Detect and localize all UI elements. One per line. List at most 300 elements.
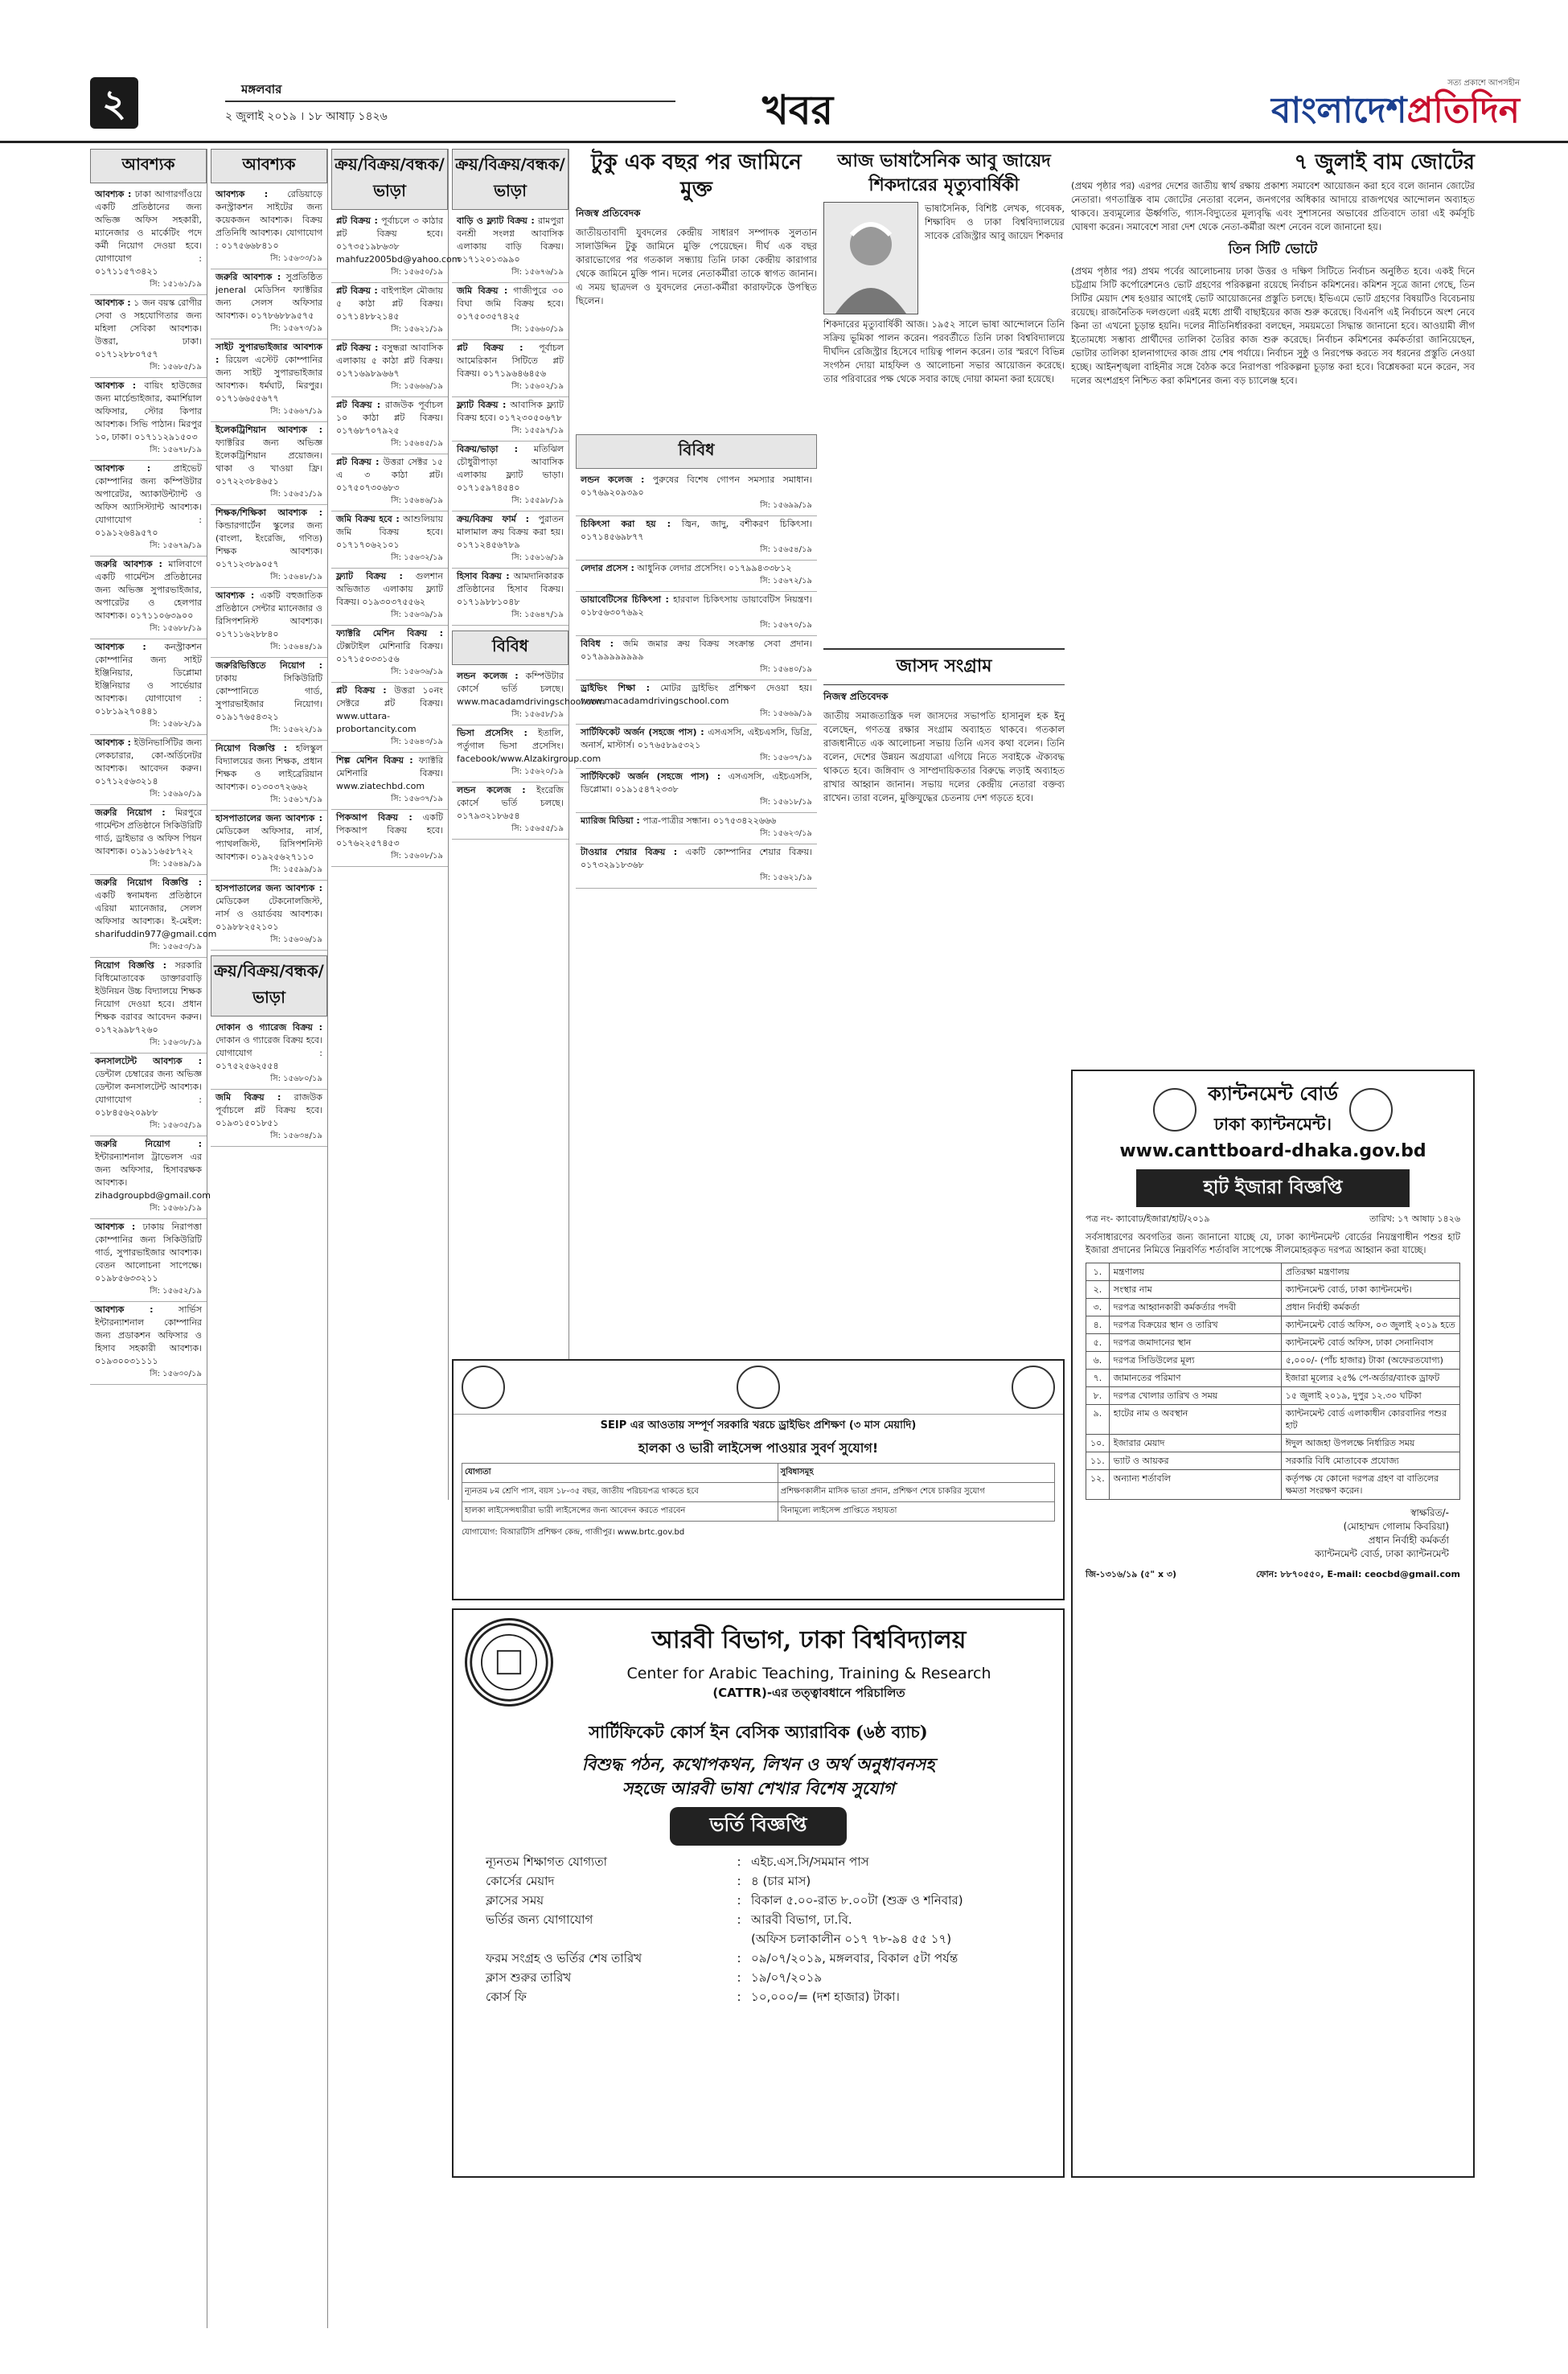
table-row: [1086, 1281, 1460, 1299]
weekday: মঙ্গলবার: [241, 82, 282, 97]
detail-row: ফরম সংগ্রহ ও ভর্তির শেষ তারিখ : ০৯/০৭/২০১৯, মঙ্গলবার, বিকাল ৫টা পর্যন্ত: [486, 1951, 958, 1965]
classified-list: [331, 213, 461, 867]
ad-code: সি: ১৫৬৭২/১৯: [760, 577, 812, 585]
brand-logo: [1271, 77, 1520, 131]
ad-lead: আবশ্যক :: [95, 380, 137, 391]
ad-text: আশুলিয়ায় জমি বিক্রয় হবে। ০১৭১৭০৬২১০১: [336, 514, 443, 550]
classified-ad: [331, 511, 448, 569]
ad-lead: জরুরিভিত্তিতে নিয়োগ :: [215, 660, 322, 671]
tender-table: [1086, 1263, 1460, 1500]
ad-lead: বিক্রয়/ভাড়া :: [457, 444, 518, 454]
table-cell: কর্তৃপক্ষ যে কোনো দরপত্র গ্রহণ বা বাতিলের ক্ষমতা সংরক্ষণ করেন।: [1281, 1470, 1459, 1500]
classified-ad: [452, 340, 569, 397]
classified-ad: [90, 557, 207, 639]
classified-ad: [90, 1219, 207, 1302]
classified-ad: [576, 561, 817, 592]
table-cell: প্রতিরক্ষা মন্ত্রণালয়: [1281, 1263, 1459, 1281]
ad-lead: প্লট বিক্রয় :: [336, 685, 387, 696]
ad-lead: সার্টিফিকেট অর্জন (সহজে পাস) :: [581, 727, 704, 737]
detail-row: কোর্সের মেয়াদ : ৪ (চার মাস): [486, 1874, 811, 1888]
ad-text: ডেন্টাল চেম্বারের জন্য অভিজ্ঞ ডেন্টাল কনসালটেন্ট আবশ্যক। যোগাযোগ : ০১৮৪৫৬২০৯৮৮: [95, 1069, 202, 1118]
ad-lead: প্লট বিক্রয় :: [336, 400, 381, 410]
classified-column-1: [90, 149, 217, 2328]
classified-ad: [452, 442, 569, 511]
website-link[interactable]: www.canttboard-dhaka.gov.bd: [1119, 1141, 1426, 1161]
story-jasad: [823, 643, 1065, 805]
ad-lead: হাসপাতালের জন্য আবশ্যক :: [215, 883, 322, 893]
table-header: সুবিধাসমূহ: [778, 1464, 1054, 1483]
classified-ad: [331, 340, 448, 397]
ad-footer: [1073, 1564, 1473, 1586]
table-cell: ১২.: [1086, 1470, 1110, 1500]
table-row: [1086, 1452, 1460, 1470]
ad-lead: হিসাব বিক্রয় :: [457, 571, 510, 581]
ad-header: [1073, 1071, 1473, 1164]
ad-code: সি: ১৫৬৪৬/১৯: [391, 496, 443, 505]
ad-text: গাজীপুরে ৩০ বিঘা জমি বিক্রয় হবে। ০১৭৫০৩৫৭৪২৫: [457, 285, 564, 322]
ad-lead: আবশ্যক :: [95, 737, 131, 748]
ad-text: একটি কোম্পানির শেয়ার বিক্রয়। ০১৭৩২৯১৮৩৬৮: [581, 847, 812, 870]
classified-ad: [211, 588, 327, 658]
story-headline: জাসদ সংগ্রাম: [823, 648, 1065, 685]
classified-ad: [211, 811, 327, 881]
table-cell: ৩.: [1086, 1299, 1110, 1316]
ad-text: রিয়েল এস্টেট কোম্পানির জন্য সাইট সুপারভাইজার আবশ্যক। ধর্মঘাট, মিরপুর। ০১৭১৬৬৫৫৬৭৭: [215, 355, 323, 404]
ad-text: বাইপাইল মৌজায় ৫ কাঠা প্লট বিক্রয়। ০১৭১৪৮৮২১৪৫: [336, 285, 444, 322]
course-tagline: বিশুদ্ধ পঠন, কথোপকথন, লিখন ও অর্থ অনুধাবনসহ: [581, 1754, 935, 1774]
ad-text: ফ্যাক্টরি মেশিনারি বিক্রয়। www.ziatechbd.com: [336, 755, 444, 791]
story-tuku: [576, 149, 817, 308]
classified-ad: [576, 769, 817, 813]
course-title: সার্টিফিকেট কোর্স ইন বেসিক অ্যারাবিক (৬ষ্ঠ ব্যাচ): [589, 1722, 928, 1742]
column-subheading: ক্রয়/বিক্রয়/বন্ধক/ভাড়া: [211, 955, 327, 1017]
ad-code: সি: ১৫৬৩৫/১৯: [150, 1121, 202, 1130]
classified-ad: [90, 378, 207, 461]
signatory-org: ক্যান্টনমেন্ট বোর্ড, ঢাকা ক্যান্টনমেন্ট: [1314, 1548, 1449, 1559]
cattr-arabic-ad: [452, 1608, 1065, 2178]
ad-text: মতিঝিল চৌধুরীপাড়া আবাসিক এলাকায় ফ্ল্যাট ভাড়া। ০১৭১৫৯৭৪৫৪০: [457, 444, 564, 493]
ad-lead: জমি বিক্রয় হবে :: [336, 514, 400, 524]
ad-contact: যোগাযোগ: বিআরটিসি প্রশিক্ষণ কেন্দ্র, গাজীপুর। www.brtc.gov.bd: [462, 1528, 685, 1537]
ad-text: একটি স্বনামধন্য প্রতিষ্ঠানে এরিয়া ম্যানেজার, সেলস অফিসার আবশ্যক। ই-মেইল: sharifuddin977@gmail.com: [95, 890, 217, 939]
ad-text: আমদানিকারক প্রতিষ্ঠানের হিসাব বিক্রয়। ০১৭১৯৮৮১০৪৮: [457, 571, 564, 607]
story-headline: টুকু এক বছর পর জামিনে মুক্ত: [591, 150, 802, 202]
ad-code: সি: ১৫৬৬৭/১৯: [270, 407, 322, 416]
classified-ad: [90, 735, 207, 805]
ad-text: একটি বহুজাতিক প্রতিষ্ঠানে সেন্টার ম্যানেজার ও রিসিপশনিস্ট আবশ্যক। ০১৭১১৬২৮৮৪০: [215, 590, 323, 639]
ad-code: সি: ১৫৬২৩/১৯: [760, 829, 812, 838]
govt-logo-icon: [737, 1366, 780, 1409]
ad-lead: শিক্ষক/শিক্ষিকা আবশ্যক :: [215, 507, 322, 518]
table-cell: দরপত্র খোলার তারিখ ও সময়: [1109, 1387, 1281, 1405]
classified-list: [576, 472, 817, 889]
detail-row: ভর্তির জন্য যোগাযোগ : আরবী বিভাগ, ঢা.বি.: [486, 1912, 852, 1927]
ad-lead: প্লট বিক্রয় :: [336, 343, 379, 353]
table-cell: ক্যান্টনমেন্ট বোর্ড অফিস, ঢাকা সেনানিবাস: [1281, 1334, 1459, 1352]
ad-code: সি: ১৫৬৭৯/১৯: [150, 541, 202, 550]
ad-code: জি-১৩১৬/১৯ (৫" x ৩): [1086, 1569, 1177, 1579]
ad-code: সি: ১৫৬৬১/১৯: [150, 1204, 202, 1213]
table-row: [1086, 1405, 1460, 1435]
ad-code: সি: ১৫৬৪৯/১৯: [150, 860, 202, 869]
classified-ad: [90, 461, 207, 557]
ad-lead: নিয়োগ বিজ্ঞপ্তি :: [215, 743, 288, 754]
detail-row: ক্লাসের সময় : বিকাল ৫.০০-রাত ৮.০০টা (শুক্র ও শনিবার): [486, 1893, 963, 1908]
ad-lead: আবশ্যক :: [95, 1304, 154, 1315]
table-row: [1086, 1370, 1460, 1387]
ad-lead: আবশ্যক :: [95, 298, 131, 308]
table-cell: ন্যূনতম ৮ম শ্রেণি পাস, বয়স ১৮-৩৫ বছর, জাতীয় পরিচয়পত্র থাকতে হবে: [462, 1483, 778, 1502]
story-jayed: [823, 149, 1065, 386]
ad-subtitle: (CATTR)-এর তত্ত্বাবধানে পরিচালিত: [712, 1686, 905, 1700]
story-subhead: তিন সিটি ভোটে: [1228, 241, 1318, 257]
ad-lead: হাসপাতালের জন্য আবশ্যক :: [215, 813, 322, 824]
table-cell: বিনামূল্যে লাইসেন্স প্রাপ্তিতে সহায়তা: [778, 1502, 1054, 1522]
classified-list: [90, 187, 217, 1385]
ad-text: ফ্যাক্টরির জন্য অভিজ্ঞ ইলেকট্রিশিয়ান প্রয়োজন। থাকা ও খাওয়া ফ্রি। ০১৭২২৩৮৪৬৫১: [215, 437, 322, 487]
ad-lead: জমি বিক্রয় :: [215, 1092, 281, 1103]
ad-code: সি: ১৫৬৩৯/১৯: [391, 610, 443, 619]
ad-code: সি: ১৫৬৩৩/১৯: [270, 254, 322, 263]
page-number: ২: [90, 77, 138, 129]
classified-ad: [211, 269, 327, 339]
section-title: খবর: [762, 86, 834, 133]
classified-ad: [90, 187, 207, 295]
ad-code: সি: ১৫৬৫৩/১৯: [150, 943, 202, 951]
ad-code: সি: ১৫৬৫০/১৯: [391, 268, 443, 277]
ad-code: সি: ১৫৬৬৬/১৯: [391, 382, 443, 391]
ad-text: মোটর ড্রাইভিং প্রশিক্ষণ দেওয়া হয়। www.macadamdrivingschool.com: [581, 683, 813, 706]
classified-ad: [211, 1090, 327, 1147]
ad-text: ইন্টারন্যাশনাল ট্রাভেলস এর জন্য অফিসার, হিসাবরক্ষক আবশ্যক। zihadgroupbd@gmail.com: [95, 1152, 211, 1201]
reference-line: [1073, 1212, 1473, 1227]
table-cell: ৯.: [1086, 1405, 1110, 1435]
classified-ad: [211, 505, 327, 588]
table-cell: ১.: [1086, 1263, 1110, 1281]
ad-lead: সাইট সুপারভাইজার আবশ্যক :: [215, 342, 322, 365]
ad-lead: শিল্প মেশিন বিক্রয় :: [336, 755, 413, 766]
ad-lead: ড্রাইভিং শিক্ষা :: [581, 683, 651, 693]
ad-code: সি: ১৫৬৩৭/১৯: [760, 754, 812, 762]
ad-lead: ফ্যাক্টরি মেশিন বিক্রয় :: [336, 628, 443, 639]
classified-ad: [211, 187, 327, 269]
ad-code: সি: ১৫৬০৮/১৯: [391, 852, 443, 860]
ad-text: ঢাকা আগারগাঁওয়ে একটি প্রতিষ্ঠানের জন্য অভিজ্ঞ অফিস সহকারী, ম্যানেজার ও মার্কেটিং পদে কর্মী নিয়োগ দেওয়া হবে। যোগাযোগ : ০১৭১১৫৭৩৪২১: [95, 189, 202, 277]
ad-lead: ম্যারিজ মিডিয়া :: [581, 815, 640, 826]
ad-title: আরবী বিভাগ, ঢাকা বিশ্ববিদ্যালয়: [651, 1626, 967, 1654]
ad-lead: পিকআপ বিক্রয় :: [336, 812, 413, 823]
table-cell: প্রধান নির্বাহী কর্মকর্তা: [1281, 1299, 1459, 1316]
table-cell: হালকা লাইসেন্সধারীরা ভারী লাইসেন্সের জন্য আবেদন করতে পারবেন: [462, 1502, 778, 1522]
table-cell: ৬.: [1086, 1352, 1110, 1370]
ad-text: রাজউক পূর্বাচল ১০ কাঠা প্লট বিক্রয়। ০১৭৬৮৭০৭৯২৫: [336, 400, 443, 436]
ad-code: সি: ১৫৬৫৫/১৯: [511, 824, 564, 833]
ad-code: সি: ১৫৬৩৭/১৯: [391, 795, 443, 803]
ad-lead: ডায়াবেটিসের চিকিৎসা :: [581, 594, 669, 605]
ad-code: সি: ১৫৬৯৯/১৯: [760, 501, 812, 510]
ad-lead: নিয়োগ বিজ্ঞপ্তি :: [95, 960, 167, 971]
table-row: [1086, 1316, 1460, 1334]
reference-date: তারিখ: ১৭ আষাঢ় ১৪২৬: [1369, 1214, 1460, 1224]
brand-tagline: সত্য প্রকাশে আপসহীন: [1447, 79, 1520, 88]
ad-text: সার্ভিস ইন্টারন্যাশনাল কোম্পানির জন্য প্রডাকশন অফিসার ও হিসাব সহকারী আবশ্যক। ০১৯৩০০৩১১১১: [95, 1304, 202, 1366]
ad-code: সি: ১৫৬৮৮/১৯: [150, 624, 202, 633]
ad-code: সি: ১৫৫৯৯/১৯: [270, 865, 322, 874]
ad-intro: সর্বসাধারণের অবগতির জন্য জানানো যাচ্ছে যে, ঢাকা ক্যান্টনমেন্ট বোর্ডের নিয়ন্ত্রণাধীন পশুর হাট ইজারা প্রদানের নিমিত্তে নিম্নবর্ণিত শর্তাবলি সাপেক্ষে সীলমোহরকৃত দরপত্র আহ্বান করা যাচ্ছে।: [1086, 1231, 1460, 1255]
table-cell: ২.: [1086, 1281, 1110, 1299]
ad-text: বায়িং হাউজের জন্য মার্চেন্ডাইজার, কমার্শিয়াল অফিসার, স্টোর কিপার আবশ্যক। সিভি পাঠান। মিরপুর ১০, ঢাকা। ০১৭১১২৯১৫০৩: [95, 380, 203, 442]
table-row: [1086, 1334, 1460, 1352]
ad-text: রাজউক পূর্বাচলে প্লট বিক্রয় হবে। ০১৯৩১৫০১৮৫১: [215, 1092, 323, 1128]
column-heading: বিবিধ: [576, 434, 817, 469]
ad-code: সি: ১৫৬৬০/১৯: [511, 325, 564, 334]
signature-label: স্বাক্ষরিত/-: [1410, 1507, 1449, 1518]
ad-text: মিরপুরে গার্মেন্টস প্রতিষ্ঠানে সিকিউরিটি গার্ড, ড্রাইভার ও অফিস পিয়ন আবশ্যক। ০১৯১১৬৫৮৭২২: [95, 807, 202, 856]
reference-number: পত্র নং- ক্যাবোঢ/ইজারা/হাট/২০১৯: [1086, 1214, 1210, 1224]
ad-code: সি: ১৫৬১৮/১৯: [760, 798, 812, 807]
ad-code: সি: ১৫৫৯৮/১৯: [511, 496, 564, 505]
table-cell: ৮.: [1086, 1387, 1110, 1405]
table-cell: ইজারা মূল্যের ২৫% পে-অর্ডার/ব্যাংক ড্রাফট: [1281, 1370, 1459, 1387]
ad-lead: প্লট বিক্রয় :: [457, 343, 523, 353]
classified-column-3: [331, 149, 461, 1500]
ad-text: উত্তরা ১০নং সেক্টরে প্লট বিক্রয়। www.uttara-probortancity.com: [336, 685, 444, 734]
classified-column-2: [211, 149, 328, 2328]
ad-text: কম্পিউটার কোর্সে ভর্তি চলছে। www.macadamdrivingschool.com: [457, 671, 605, 707]
ad-text: মালিবাগে একটি গার্মেন্টস প্রতিষ্ঠানের জন্য অভিজ্ঞ সুপারভাইজার, অপারেটর ও হেলপার আবশ্যক। ০১৭১১০৬৩৯০০: [95, 559, 203, 621]
govt-seal-icon: [1153, 1088, 1197, 1132]
detail-row: ন্যূনতম শিক্ষাগত যোগ্যতা : এইচ.এস.সি/সমমান পাস: [486, 1854, 869, 1869]
ad-subtitle: ঢাকা ক্যান্টনমেন্ট।: [1213, 1114, 1332, 1134]
table-cell: ইজারার মেয়াদ: [1109, 1435, 1281, 1452]
classified-ad: [90, 958, 207, 1054]
classified-ad: [211, 339, 327, 422]
ad-code: সি: ১৫৬৪৮/১৯: [270, 573, 322, 581]
ad-text: মেডিকেল অফিসার, নার্স, প্যাথলজিস্ট, রিসিপশনিস্ট আবশ্যক। ০১৯২৫৬২৭১১০: [215, 826, 322, 862]
classified-ad: [452, 569, 569, 626]
table-cell: দরপত্র জমাদানের স্থান: [1109, 1334, 1281, 1352]
classified-ad: [452, 511, 569, 569]
table-row: [1086, 1263, 1460, 1281]
classified-ad: [576, 472, 817, 516]
ad-lead: ফ্ল্যাট বিক্রয় :: [457, 400, 507, 410]
table-cell: হাটের নাম ও অবস্থান: [1109, 1405, 1281, 1435]
ad-code: সি: ১৫৬৭৬/১৯: [511, 268, 564, 277]
seip-driving-ad: [452, 1359, 1065, 1600]
ad-code: সি: ১৫৬২২/১৯: [270, 725, 322, 734]
photo-caption: ভাষাসৈনিক, বিশিষ্ট লেখক, গবেষক, শিক্ষাবিদ ও ঢাকা বিশ্ববিদ্যালয়ের সাবেক রেজিস্ট্রার আবু জায়েদ শিকদার: [925, 203, 1065, 241]
misc-classifieds: [576, 434, 817, 1343]
ad-code: সি: ১৫৬৫১/১৯: [270, 490, 322, 499]
detail-row: (অফিস চলাকালীন ০১৭ ৭৮-৯৪ ৫৫ ১৭): [751, 1932, 952, 1946]
signature-block: [1073, 1503, 1473, 1564]
date-line: ২ জুলাই ২০১৯ । ১৮ আষাঢ় ১৪২৬: [225, 101, 675, 126]
classified-ad: [331, 213, 461, 283]
ad-code: সি: ১৫৬৭৮/১৯: [150, 446, 202, 454]
classified-ad: [331, 397, 448, 454]
brtc-logo-icon: [1012, 1366, 1055, 1409]
ad-code: সি: ১৫৬৩০/১৯: [150, 1370, 202, 1378]
classified-ad: [90, 295, 207, 378]
ad-title-english: Center for Arabic Teaching, Training & Research: [626, 1665, 991, 1682]
ad-table: [462, 1463, 1055, 1522]
story-byline: নিজস্ব প্রতিবেদক: [823, 691, 889, 702]
classified-ad: [331, 569, 448, 626]
ad-text: হলিস্কুল বিদ্যালয়ের জন্য শিক্ষক, প্রধান শিক্ষক ও লাইব্রেরিয়ান আবশ্যক। ০১৩০৩৭২৬৬২: [215, 743, 322, 792]
ad-text: গুলশান অভিজাত এলাকায় ফ্ল্যাট বিক্রয়। ০১৯৩০৩৭৫৫৬২: [336, 571, 443, 607]
ad-code: সি: ১৫৬০৬/১৯: [270, 935, 322, 944]
ad-lead: জমি বিক্রয় :: [457, 285, 508, 296]
classified-ad: [331, 454, 448, 511]
ad-lead: আবশ্যক :: [215, 590, 255, 601]
classified-ad: [452, 725, 601, 782]
ad-lead: সার্টিফিকেট অর্জন (সহজে পাস) :: [581, 771, 721, 782]
ad-title: SEIP এর আওতায় সম্পূর্ণ সরকারি খরচে ড্রাইভিং প্রশিক্ষণ (৩ মাস মেয়াদি): [600, 1419, 917, 1431]
classified-ad: [211, 741, 327, 811]
table-cell: দরপত্র আহ্বানকারী কর্মকর্তার পদবী: [1109, 1299, 1281, 1316]
ad-text: পূর্বাচল আমেরিকান সিটিতে প্লট বিক্রয়। ০১৭১৯৬৪৬৪৫৬: [457, 343, 564, 379]
ad-text: সুপ্রতিষ্ঠিত jeneral মেডিসিন ফ্যাক্টরির জন্য সেলস অফিসার আবশ্যক। ০১৭৮৬৮৮৯৫৭৫: [215, 272, 322, 321]
portrait-photo: [823, 202, 918, 314]
classified-ad: [331, 683, 448, 753]
ad-text: সরকারি বিধিমোতাবেক ডাক্তারবাড়ি ইউনিয়ন উচ্চ বিদ্যালয়ে শিক্ষক নিয়োগ দেওয়া হবে। প্রধান শিক্ষক বরাবর আবেদন করুন। ০১৭২৯৯৮৭২৬০: [95, 960, 202, 1035]
table-cell: ১০.: [1086, 1435, 1110, 1452]
story-body: জাতীয় সমাজতান্ত্রিক দল জাসদের সভাপতি হাসানুল হক ইনু বলেছেন, গণতন্ত্র রক্ষার সংগ্রাম অব্যাহত থাকবে। গতকাল রাজধানীতে এক আলোচনা সভায় তিনি এসব কথা বলেন। তিনি বলেন, দেশের উন্নয়ন অগ্রযাত্রা এগিয়ে নিতে সবাইকে ঐক্যবদ্ধ থাকতে হবে। জঙ্গিবাদ ও সাম্প্রদায়িকতার বিরুদ্ধে লড়াই অব্যাহত রাখার আহ্বান জানান। সভায় দলের কেন্দ্রীয় নেতারা বক্তব্য রাখেন। তারা বলেন, মুক্তিযুদ্ধের চেতনায় দেশ গড়তে হবে।: [823, 710, 1065, 803]
table-cell: প্রশিক্ষণকালীন মাসিক ভাতা প্রদান, প্রশিক্ষণ শেষে চাকরির সুযোগ: [778, 1483, 1054, 1502]
story-text: শিকদারের মৃত্যুবার্ষিকী আজ। ১৯৫২ সালে ভাষা আন্দোলনে তিনি সক্রিয় ভূমিকা পালন করেন। পরবর্তীতে তিনি ঢাকা বিশ্ববিদ্যালয়ে দীর্ঘদিন রেজিস্ট্রার হিসেবে দায়িত্ব পালন করেন। তার স্মরণে বিভিন্ন সংগঠন দোয়া মাহফিল ও আলোচনা সভার আয়োজন করেছে। তার পরিবারের পক্ষ থেকে সবার কাছে দোয়া কামনা করা হয়েছে।: [823, 318, 1065, 384]
table-cell: মন্ত্রণালয়: [1109, 1263, 1281, 1281]
table-cell: ৭.: [1086, 1370, 1110, 1387]
ad-lead: লেদার প্রসেস :: [581, 563, 634, 573]
ad-code: সি: ১৫১৬১/১৯: [150, 280, 202, 289]
ad-lead: আবশ্যক :: [95, 642, 146, 652]
table-row: [1086, 1435, 1460, 1452]
ad-text: পুরুষের বিশেষ গোপন সমস্যার সমাধান। ০১৭৬৯২০৯৩৯০: [581, 474, 812, 498]
story-jote: [1071, 149, 1475, 1058]
ad-text: পুরাতন মালামাল ক্রয় বিক্রয় করা হয়। ০১৭১২৪৫৬৭৮৯: [457, 514, 564, 550]
table-cell: সংস্থার নাম: [1109, 1281, 1281, 1299]
table-row: [1086, 1470, 1460, 1500]
ad-text: এসএসসি, এইচএসসি, ডিগ্রি, অনার্স, মাস্টার্স। ০১৭৬৫৮৯৫৩২১: [581, 727, 812, 750]
ad-text: ইংরেজি কোর্সে ভর্তি চলছে। ০১৭৯৩২১৮৬৫৪: [457, 785, 564, 821]
ad-code: সি: ১৫৬৩২/১৯: [391, 553, 443, 562]
story-body: জাতীয়তাবাদী যুবদলের কেন্দ্রীয় সাধারণ সম্পাদক সুলতান সালাউদ্দিন টুকু জামিনে মুক্তি পেয়েছেন। দীর্ঘ এক বছর কারাভোগের পর গতকাল সন্ধ্যায় তিনি ঢাকা কেন্দ্রীয় কারাগার থেকে জামিনে মুক্তি পান। দলের নেতাকর্মীরা তাকে স্বাগত জানান। এ সময় ছাত্রদল ও যুবদলের নেতা-কর্মীরা কারাফটকে উপস্থিত ছিলেন।: [576, 227, 817, 306]
ad-code: সি: ১৫৬০২/১৯: [511, 382, 564, 391]
table-cell: ৪.: [1086, 1316, 1110, 1334]
classified-ad: [90, 639, 207, 735]
table-cell: ক্যান্টনমেন্ট বোর্ড অফিস, ০৩ জুলাই ২০১৯ হতে: [1281, 1316, 1459, 1334]
classified-ad: [331, 753, 448, 810]
classified-ad: [211, 658, 327, 741]
ad-text: আবাসিক ফ্ল্যাট বিক্রয় হবে। ০১৭২৩০৫০৬৭৮: [457, 400, 564, 423]
ad-text: বসুন্ধরা আবাসিক এলাকায় ৫ কাঠা প্লট বিক্রয়। ০১৭১৬৯৮৯৬৬৭: [336, 343, 444, 379]
ad-lead: প্লট বিক্রয় :: [336, 285, 378, 296]
table-header: যোগ্যতা: [462, 1464, 778, 1483]
table-cell: ক্যান্টনমেন্ট বোর্ড, ঢাকা ক্যান্টনমেন্ট।: [1281, 1281, 1459, 1299]
table-cell: দরপত্র বিক্রয়ের স্থান ও তারিখ: [1109, 1316, 1281, 1334]
ad-code: সি: ১৫৬৪৩/১৯: [391, 737, 443, 746]
classified-ad: [576, 516, 817, 561]
classified-ad: [211, 1020, 327, 1090]
story-headline: আজ ভাষাসৈনিক আবু জায়েদ শিকদারের মৃত্যুবার্ষিকী: [837, 150, 1051, 195]
ad-text: ঢাকায় সিকিউরিটি কোম্পানিতে গার্ড, সুপারভাইজার নিয়োগ। ০১৯১৭৬৫৪৩২১: [215, 673, 322, 722]
classified-ad: [576, 680, 817, 725]
story-body: (প্রথম পৃষ্ঠার পর) প্রথম পর্বের আলোচনায় ঢাকা উত্তর ও দক্ষিণ সিটিতে নির্বাচন অনুষ্ঠিত হবে। একই দিনে চট্টগ্রাম সিটি কর্পোরেশনেও ভোট গ্রহণের পরিকল্পনা রয়েছে নির্বাচন কমিশনের। কমিশন সূত্রে জানা গেছে, তিন সিটির মেয়াদ শেষ হওয়ার আগেই ভোট আয়োজনের প্রস্তুতি চলছে। ইভিএমে ভোট গ্রহণের বিষয়টিও বিবেচনায় রয়েছে। রাজনৈতিক দলগুলো এরই মধ্যে প্রার্থী বাছাইয়ের কাজ শুরু করেছে। বিএনপি এই নির্বাচনে অংশ নেবে কিনা তা এখনো চূড়ান্ত হয়নি। দলের নীতিনির্ধারকরা বলছেন, সময়মতো সিদ্ধান্ত জানানো হবে। আওয়ামী লীগ ইতোমধ্যে সম্ভাব্য প্রার্থীদের তালিকা তৈরির কাজ শুরু করেছে। নির্বাচন কমিশনের কর্মকর্তারা জানিয়েছেন, ভোটার তালিকা হালনাগাদের কাজ প্রায় শেষ পর্যায়ে। নির্বাচন সুষ্ঠু ও নিরপেক্ষ করতে সব ধরনের প্রস্তুতি নেওয়া হচ্ছে। আইনশৃঙ্খলা বাহিনীর সঙ্গে বৈঠক করে নিরাপত্তা পরিকল্পনা চূড়ান্ত করা হবে। বিশ্লেষকরা মনে করেন, সব দলের অংশগ্রহণ নিশ্চিত করা কমিশনের জন্য বড় চ্যালেঞ্জ হবে।: [1071, 265, 1475, 386]
ad-text: কিন্ডারগার্টেন স্কুলের জন্য (বাংলা, ইংরেজি, গণিত) শিক্ষক আবশ্যক। ০১৭১২৩৮৯০৫৭: [215, 520, 322, 569]
ad-text: জ্বিন, জাদু, বশীকরণ চিকিৎসা। ০১৭১৪৫৬৯৮৭৭: [581, 519, 812, 542]
ad-code: সি: ১৫৬৩৮/১৯: [150, 1038, 202, 1047]
ad-code: সি: ১৫৬২১/১৯: [391, 325, 443, 334]
ad-text: টেক্সটাইল মেশিনারি বিক্রয়। ০১৭১৫০৩৩১৫৬: [336, 641, 443, 664]
table-row: [1086, 1352, 1460, 1370]
classified-ad: [452, 397, 569, 442]
ad-lead: জরুরি আবশ্যক :: [95, 559, 162, 569]
ad-lead: জরুরি নিয়োগ :: [95, 1139, 202, 1149]
classified-list: [211, 1020, 327, 1147]
ad-subtitle: হালকা ও ভারী লাইসেন্স পাওয়ার সুবর্ণ সুযোগ!: [638, 1440, 879, 1456]
table-cell: অন্যান্য শর্তাবলি: [1109, 1470, 1281, 1500]
ad-code: সি: ১৫৫৯৭/১৯: [511, 426, 564, 435]
classified-ad: [576, 592, 817, 636]
ad-lead: জরুরি নিয়োগ বিজ্ঞপ্তি :: [95, 877, 202, 888]
classified-ad: [331, 283, 448, 340]
ad-header: [454, 1610, 1063, 1715]
brand-name: বাংলাদেশপ্রতিদিন: [1271, 90, 1520, 131]
dhaka-university-logo-icon: [465, 1618, 553, 1707]
ad-text: উত্তরা সেক্টর ১৫ এ ৩ কাঠা প্লট। ০১৭৫০৭৩০৬৮৩: [336, 457, 444, 493]
ad-text: একটি পিকআপ বিক্রয় হবে। ০১৭৬২২৫৭৪৫৩: [336, 812, 443, 848]
ad-lead: ভিসা প্রসেসিং :: [457, 728, 527, 738]
classified-ad: [576, 725, 817, 769]
course-details: [486, 1852, 1031, 2006]
table-row: [1086, 1387, 1460, 1405]
ad-lead: ইলেকট্রিশিয়ান আবশ্যক :: [215, 425, 322, 435]
ad-code: সি: ১৫৬৪৫/১৯: [391, 439, 443, 448]
classified-ad: [90, 1054, 207, 1136]
ad-logo-strip: [454, 1361, 1063, 1415]
detail-row: ক্লাস শুরুর তারিখ : ১৯/০৭/২০১৯: [486, 1970, 823, 1985]
table-cell: ১৫ জুলাই ২০১৯, দুপুর ১২.৩০ ঘটিকা: [1281, 1387, 1459, 1405]
notice-badge: হাট ইজারা বিজ্ঞপ্তি: [1136, 1169, 1410, 1207]
classified-ad: [576, 813, 817, 844]
ad-code: সি: ১৫৬৪৪/১৯: [270, 643, 322, 651]
ad-lead: লন্ডন কলেজ :: [457, 671, 519, 681]
table-row: [1086, 1299, 1460, 1316]
ad-code: সি: ১৫৬৬৯/১৯: [760, 709, 812, 718]
admission-badge: ভর্তি বিজ্ঞপ্তি: [670, 1807, 847, 1846]
table-cell: ঈদুল আজহা উপলক্ষে নির্ধারিত সময়: [1281, 1435, 1459, 1452]
ad-lead: বিবিধ :: [581, 639, 614, 649]
classified-ad: [576, 636, 817, 680]
classified-ad: [331, 810, 448, 867]
ad-lead: আবশ্যক :: [95, 189, 132, 199]
ad-text: কনস্ট্রাকশন কোম্পানির জন্য সাইট ইঞ্জিনিয়ার, ডিপ্লোমা ইঞ্জিনিয়ার ও সার্ভেয়ার আবশ্যক। যোগাযোগ : ০১৮১৯২৭০৪৪১: [95, 642, 203, 717]
classified-ad: [211, 422, 327, 505]
ad-lead: দোকান ও গ্যারেজ বিক্রয় :: [215, 1022, 322, 1033]
ad-code: সি: ১৫৬৮২/১৯: [150, 720, 202, 729]
cantonment-board-ad: [1071, 1070, 1475, 2178]
table-cell: দরপত্র সিডিউলের মূল্য: [1109, 1352, 1281, 1370]
ad-text: পূর্বাচলে ৩ কাঠার প্লট বিক্রয় হবে। ০১৭৩৫১৯৮৬৩৮ mahfuz2005bd@yahoo.com: [336, 216, 461, 265]
ad-code: সি: ১৫৬৭৩/১৯: [270, 324, 322, 333]
ad-text: পাত্র-পাত্রীর সন্ধান। ০১৭৫৩৪২২৬৬৬: [642, 815, 777, 826]
story-byline: নিজস্ব প্রতিবেদক: [576, 207, 641, 219]
ad-code: সি: ১৫৬৪০/১৯: [760, 665, 812, 674]
classified-ad: [90, 805, 207, 875]
ad-lead: লন্ডন কলেজ :: [457, 785, 526, 795]
ad-text: ইউনিভার্সিটির জন্য লেকচারার, কো-অর্ডিনেটর আবশ্যক। আবেদন করুন। ০১৭১২৫৬৩২১৪: [95, 737, 203, 787]
ad-text: দোকান ও গ্যারেজ বিক্রয় হবে। যোগাযোগ : ০১৭৫২৫৬২৫৫৪: [215, 1035, 322, 1071]
